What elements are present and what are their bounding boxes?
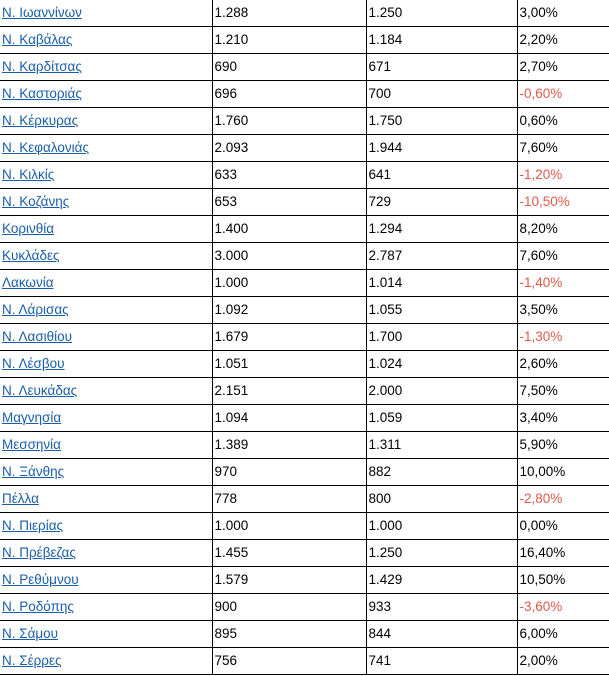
change-cell: -2,80% — [517, 486, 609, 513]
change-cell: 2,70% — [517, 54, 609, 81]
region-cell — [0, 216, 212, 243]
value-cell-2: 1.014 — [366, 270, 517, 297]
change-cell: -3,60% — [517, 594, 609, 621]
change-cell: 6,00% — [517, 621, 609, 648]
region-cell — [0, 243, 212, 270]
value-cell-2: 844 — [366, 621, 517, 648]
value-cell-2: 671 — [366, 54, 517, 81]
value-cell-1: 653 — [212, 189, 366, 216]
value-cell-2: 1.250 — [366, 0, 517, 27]
table-row — [0, 216, 609, 243]
value-cell-1: 1.288 — [212, 0, 366, 27]
value-cell-1: 970 — [212, 459, 366, 486]
table-row — [0, 648, 609, 675]
table-row — [0, 351, 609, 378]
table-row — [0, 189, 609, 216]
value-cell-1: 2.093 — [212, 135, 366, 162]
region-cell — [0, 459, 212, 486]
value-cell-1: 756 — [212, 648, 366, 675]
value-cell-2: 1.250 — [366, 540, 517, 567]
value-cell-2: 1.055 — [366, 297, 517, 324]
change-cell: 7,60% — [517, 243, 609, 270]
value-cell-1: 1.000 — [212, 270, 366, 297]
change-cell: 2,20% — [517, 27, 609, 54]
table-row — [0, 459, 609, 486]
region-link[interactable]: Ν. Κοζάνης — [2, 194, 70, 209]
table-row — [0, 432, 609, 459]
value-cell-1: 1.094 — [212, 405, 366, 432]
change-cell: 2,00% — [517, 648, 609, 675]
region-link[interactable]: Ν. Καβάλας — [2, 32, 73, 47]
value-cell-1: 900 — [212, 594, 366, 621]
value-cell-2: 1.750 — [366, 108, 517, 135]
region-link[interactable]: Ν. Καστοριάς — [2, 86, 82, 101]
change-cell: -10,50% — [517, 189, 609, 216]
region-cell — [0, 162, 212, 189]
change-cell: 2,60% — [517, 351, 609, 378]
region-link[interactable]: Ν. Σάμου — [2, 626, 59, 641]
value-cell-1: 1.092 — [212, 297, 366, 324]
change-cell: -1,30% — [517, 324, 609, 351]
change-cell: 0,60% — [517, 108, 609, 135]
value-cell-2: 1.944 — [366, 135, 517, 162]
change-cell: 3,00% — [517, 0, 609, 27]
table-row — [0, 621, 609, 648]
value-cell-2: 1.700 — [366, 324, 517, 351]
region-link[interactable]: Ν. Κεφαλονιάς — [2, 140, 89, 155]
table-row — [0, 405, 609, 432]
table-row — [0, 594, 609, 621]
table-row — [0, 135, 609, 162]
value-cell-1: 633 — [212, 162, 366, 189]
region-link[interactable]: Ν. Πρέβεζας — [2, 545, 76, 560]
value-cell-1: 1.679 — [212, 324, 366, 351]
value-cell-1: 1.389 — [212, 432, 366, 459]
value-cell-1: 1.000 — [212, 513, 366, 540]
table-row — [0, 270, 609, 297]
region-link[interactable]: Ν. Ιωαννίνων — [2, 5, 82, 20]
region-cell — [0, 513, 212, 540]
table-row — [0, 540, 609, 567]
change-cell: 7,60% — [517, 135, 609, 162]
value-cell-1: 1.400 — [212, 216, 366, 243]
value-cell-2: 700 — [366, 81, 517, 108]
value-cell-2: 1.429 — [366, 567, 517, 594]
value-cell-1: 1.210 — [212, 27, 366, 54]
value-cell-1: 1.579 — [212, 567, 366, 594]
region-link[interactable]: Ν. Καρδίτσας — [2, 59, 82, 74]
value-cell-1: 696 — [212, 81, 366, 108]
value-cell-2: 741 — [366, 648, 517, 675]
table-row — [0, 297, 609, 324]
change-cell: 16,40% — [517, 540, 609, 567]
change-cell: -1,40% — [517, 270, 609, 297]
value-cell-2: 641 — [366, 162, 517, 189]
change-cell: -1,20% — [517, 162, 609, 189]
table-row — [0, 243, 609, 270]
region-link[interactable]: Κορινθία — [2, 221, 55, 236]
change-cell: 0,00% — [517, 513, 609, 540]
region-link[interactable]: Ν. Λασιθίου — [2, 329, 73, 344]
change-cell: 3,50% — [517, 297, 609, 324]
region-cell — [0, 27, 212, 54]
value-cell-2: 2.000 — [366, 378, 517, 405]
change-cell: -0,60% — [517, 81, 609, 108]
change-cell: 10,00% — [517, 459, 609, 486]
value-cell-2: 1.024 — [366, 351, 517, 378]
region-link[interactable]: Ν. Κιλκίς — [2, 167, 55, 182]
region-cell — [0, 54, 212, 81]
value-cell-2: 729 — [366, 189, 517, 216]
region-cell — [0, 270, 212, 297]
region-cell — [0, 621, 212, 648]
value-cell-2: 1.000 — [366, 513, 517, 540]
value-cell-1: 778 — [212, 486, 366, 513]
region-cell — [0, 189, 212, 216]
table-row — [0, 162, 609, 189]
region-link[interactable]: Μεσσηνία — [2, 437, 61, 452]
value-cell-2: 1.059 — [366, 405, 517, 432]
table-row — [0, 324, 609, 351]
region-cell — [0, 405, 212, 432]
table-row — [0, 486, 609, 513]
value-cell-2: 800 — [366, 486, 517, 513]
table-row — [0, 513, 609, 540]
value-cell-1: 1.760 — [212, 108, 366, 135]
value-cell-2: 2.787 — [366, 243, 517, 270]
region-link[interactable]: Πέλλα — [2, 491, 39, 506]
region-cell — [0, 135, 212, 162]
region-cell — [0, 432, 212, 459]
value-cell-1: 690 — [212, 54, 366, 81]
region-cell — [0, 297, 212, 324]
region-link[interactable]: Ν. Λάρισας — [2, 302, 69, 317]
table-row — [0, 27, 609, 54]
region-cell — [0, 81, 212, 108]
region-cell — [0, 486, 212, 513]
region-cell — [0, 0, 212, 27]
region-link[interactable]: Ν. Ρεθύμνου — [2, 572, 79, 587]
table-row — [0, 54, 609, 81]
table-row — [0, 378, 609, 405]
value-cell-1: 1.455 — [212, 540, 366, 567]
region-cell — [0, 351, 212, 378]
change-cell: 7,50% — [517, 378, 609, 405]
value-cell-2: 933 — [366, 594, 517, 621]
change-cell: 8,20% — [517, 216, 609, 243]
value-cell-2: 1.311 — [366, 432, 517, 459]
value-cell-2: 1.294 — [366, 216, 517, 243]
region-cell — [0, 108, 212, 135]
region-link[interactable]: Μαγνησία — [2, 410, 62, 425]
region-link[interactable]: Ν. Λευκάδας — [2, 383, 78, 398]
region-cell — [0, 594, 212, 621]
value-cell-1: 895 — [212, 621, 366, 648]
value-cell-1: 1.051 — [212, 351, 366, 378]
value-cell-2: 882 — [366, 459, 517, 486]
region-cell — [0, 567, 212, 594]
table-row — [0, 108, 609, 135]
region-link[interactable]: Ν. Ροδόπης — [2, 599, 74, 614]
region-link[interactable]: Λακωνία — [2, 275, 54, 290]
change-cell: 3,40% — [517, 405, 609, 432]
table-row — [0, 0, 609, 27]
region-cell — [0, 324, 212, 351]
region-cell — [0, 648, 212, 675]
value-cell-2: 1.184 — [366, 27, 517, 54]
table-row — [0, 81, 609, 108]
region-link[interactable]: Ν. Λέσβου — [2, 356, 65, 371]
region-link[interactable]: Ν. Ξάνθης — [2, 464, 65, 479]
value-cell-1: 2.151 — [212, 378, 366, 405]
region-link[interactable]: Ν. Πιερίας — [2, 518, 64, 533]
region-link[interactable]: Ν. Κέρκυρας — [2, 113, 79, 128]
value-cell-1: 3.000 — [212, 243, 366, 270]
change-cell: 5,90% — [517, 432, 609, 459]
table-row — [0, 567, 609, 594]
region-link[interactable]: Κυκλάδες — [2, 248, 60, 263]
region-cell — [0, 540, 212, 567]
region-cell — [0, 378, 212, 405]
change-cell: 10,50% — [517, 567, 609, 594]
region-link[interactable]: Ν. Σέρρες — [2, 653, 62, 668]
